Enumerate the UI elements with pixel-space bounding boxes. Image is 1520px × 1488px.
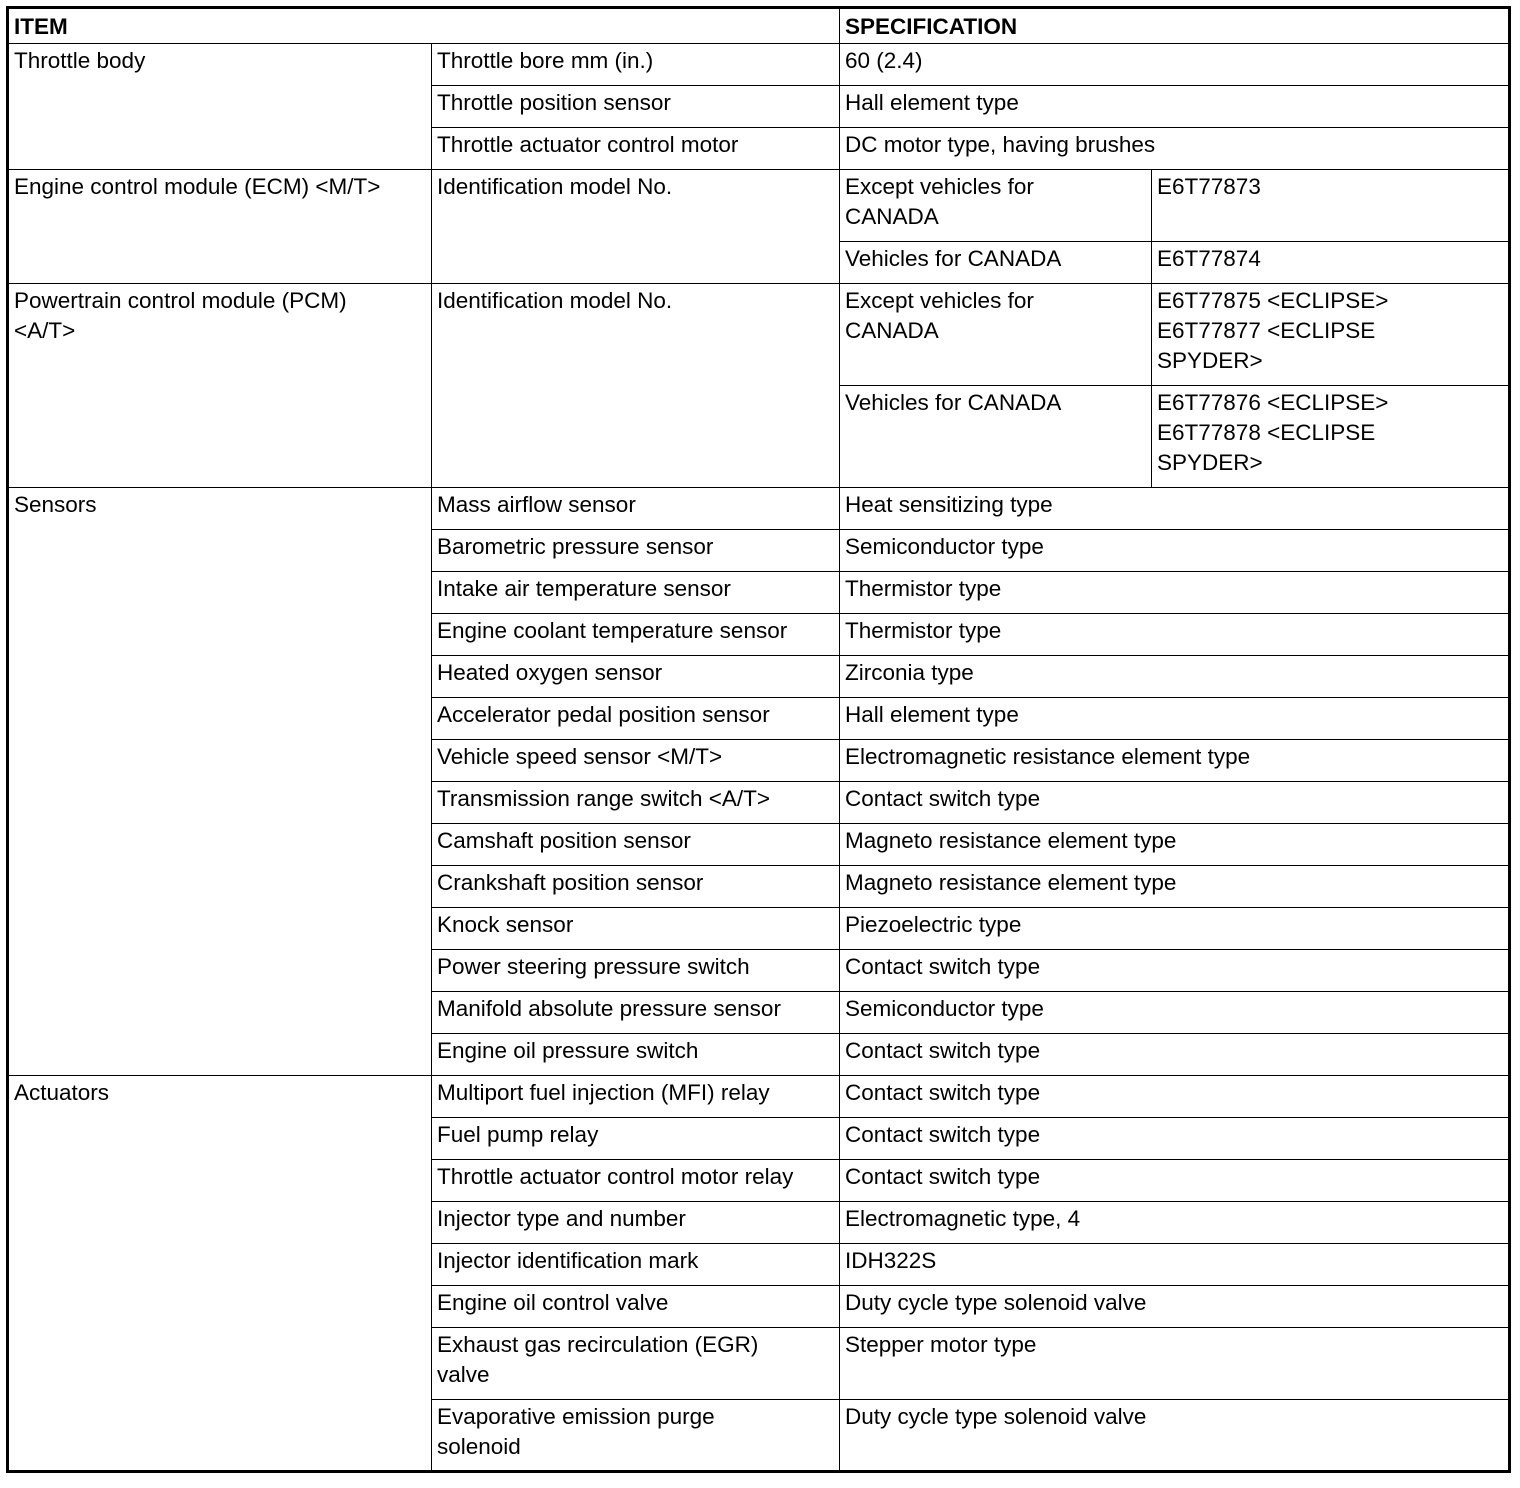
item-cell: Intake air temperature sensor — [432, 572, 840, 614]
spec-cell: Semiconductor type — [840, 530, 1510, 572]
group-label: Sensors — [8, 488, 432, 1076]
item-cell: Injector identification mark — [432, 1244, 840, 1286]
value-cell: E6T77873 — [1152, 170, 1510, 242]
item-cell: Injector type and number — [432, 1202, 840, 1244]
item-cell: Identification model No. — [432, 170, 840, 284]
item-cell: Vehicle speed sensor <M/T> — [432, 740, 840, 782]
spec-cell: IDH322S — [840, 1244, 1510, 1286]
spec-cell: Magneto resistance element type — [840, 866, 1510, 908]
condition-cell: Vehicles for CANADA — [840, 242, 1152, 284]
spec-cell: Magneto resistance element type — [840, 824, 1510, 866]
item-cell: Evaporative emission purge solenoid — [432, 1400, 840, 1472]
item-cell: Barometric pressure sensor — [432, 530, 840, 572]
spec-cell: Contact switch type — [840, 1034, 1510, 1076]
condition-cell: Vehicles for CANADA — [840, 386, 1152, 488]
spec-cell: Contact switch type — [840, 1160, 1510, 1202]
spec-cell: Semiconductor type — [840, 992, 1510, 1034]
item-cell: Engine oil control valve — [432, 1286, 840, 1328]
value-cell: E6T77876 <ECLIPSE> E6T77878 <ECLIPSE SPYDER> — [1152, 386, 1510, 488]
spec-cell: Contact switch type — [840, 782, 1510, 824]
header-specification: SPECIFICATION — [840, 8, 1510, 44]
item-cell: Crankshaft position sensor — [432, 866, 840, 908]
group-label: Engine control module (ECM) <M/T> — [8, 170, 432, 284]
value-cell: E6T77874 — [1152, 242, 1510, 284]
condition-cell: Except vehicles for CANADA — [840, 284, 1152, 386]
item-cell: Mass airflow sensor — [432, 488, 840, 530]
spec-cell: Electromagnetic type, 4 — [840, 1202, 1510, 1244]
spec-cell: Heat sensitizing type — [840, 488, 1510, 530]
spec-cell: Hall element type — [840, 698, 1510, 740]
spec-cell: Contact switch type — [840, 1076, 1510, 1118]
item-cell: Multiport fuel injection (MFI) relay — [432, 1076, 840, 1118]
header-row — [8, 8, 1510, 44]
header-item: ITEM — [8, 8, 840, 44]
spec-cell: Stepper motor type — [840, 1328, 1510, 1400]
spec-cell: 60 (2.4) — [840, 44, 1510, 86]
spec-cell: DC motor type, having brushes — [840, 128, 1510, 170]
spec-cell: Duty cycle type solenoid valve — [840, 1400, 1510, 1472]
item-cell: Manifold absolute pressure sensor — [432, 992, 840, 1034]
table-row — [8, 44, 1510, 86]
specification-table — [6, 6, 1511, 1473]
spec-cell: Hall element type — [840, 86, 1510, 128]
spec-cell: Zirconia type — [840, 656, 1510, 698]
spec-cell: Electromagnetic resistance element type — [840, 740, 1510, 782]
item-cell: Throttle actuator control motor relay — [432, 1160, 840, 1202]
item-cell: Throttle bore mm (in.) — [432, 44, 840, 86]
condition-cell: Except vehicles for CANADA — [840, 170, 1152, 242]
spec-cell: Piezoelectric type — [840, 908, 1510, 950]
spec-cell: Duty cycle type solenoid valve — [840, 1286, 1510, 1328]
item-cell: Power steering pressure switch — [432, 950, 840, 992]
table-row — [8, 284, 1510, 386]
item-cell: Exhaust gas recirculation (EGR) valve — [432, 1328, 840, 1400]
spec-cell: Contact switch type — [840, 1118, 1510, 1160]
item-cell: Transmission range switch <A/T> — [432, 782, 840, 824]
item-cell: Throttle position sensor — [432, 86, 840, 128]
item-cell: Heated oxygen sensor — [432, 656, 840, 698]
item-cell: Knock sensor — [432, 908, 840, 950]
item-cell: Fuel pump relay — [432, 1118, 840, 1160]
spec-cell: Contact switch type — [840, 950, 1510, 992]
item-cell: Camshaft position sensor — [432, 824, 840, 866]
item-cell: Identification model No. — [432, 284, 840, 488]
table-row — [8, 170, 1510, 242]
spec-cell: Thermistor type — [840, 572, 1510, 614]
item-cell: Engine coolant temperature sensor — [432, 614, 840, 656]
group-label: Actuators — [8, 1076, 432, 1472]
group-label: Throttle body — [8, 44, 432, 170]
group-label: Powertrain control module (PCM) <A/T> — [8, 284, 432, 488]
item-cell: Throttle actuator control motor — [432, 128, 840, 170]
value-cell: E6T77875 <ECLIPSE> E6T77877 <ECLIPSE SPYDER> — [1152, 284, 1510, 386]
table-row — [8, 488, 1510, 530]
table-row — [8, 1076, 1510, 1118]
item-cell: Engine oil pressure switch — [432, 1034, 840, 1076]
item-cell: Accelerator pedal position sensor — [432, 698, 840, 740]
spec-cell: Thermistor type — [840, 614, 1510, 656]
